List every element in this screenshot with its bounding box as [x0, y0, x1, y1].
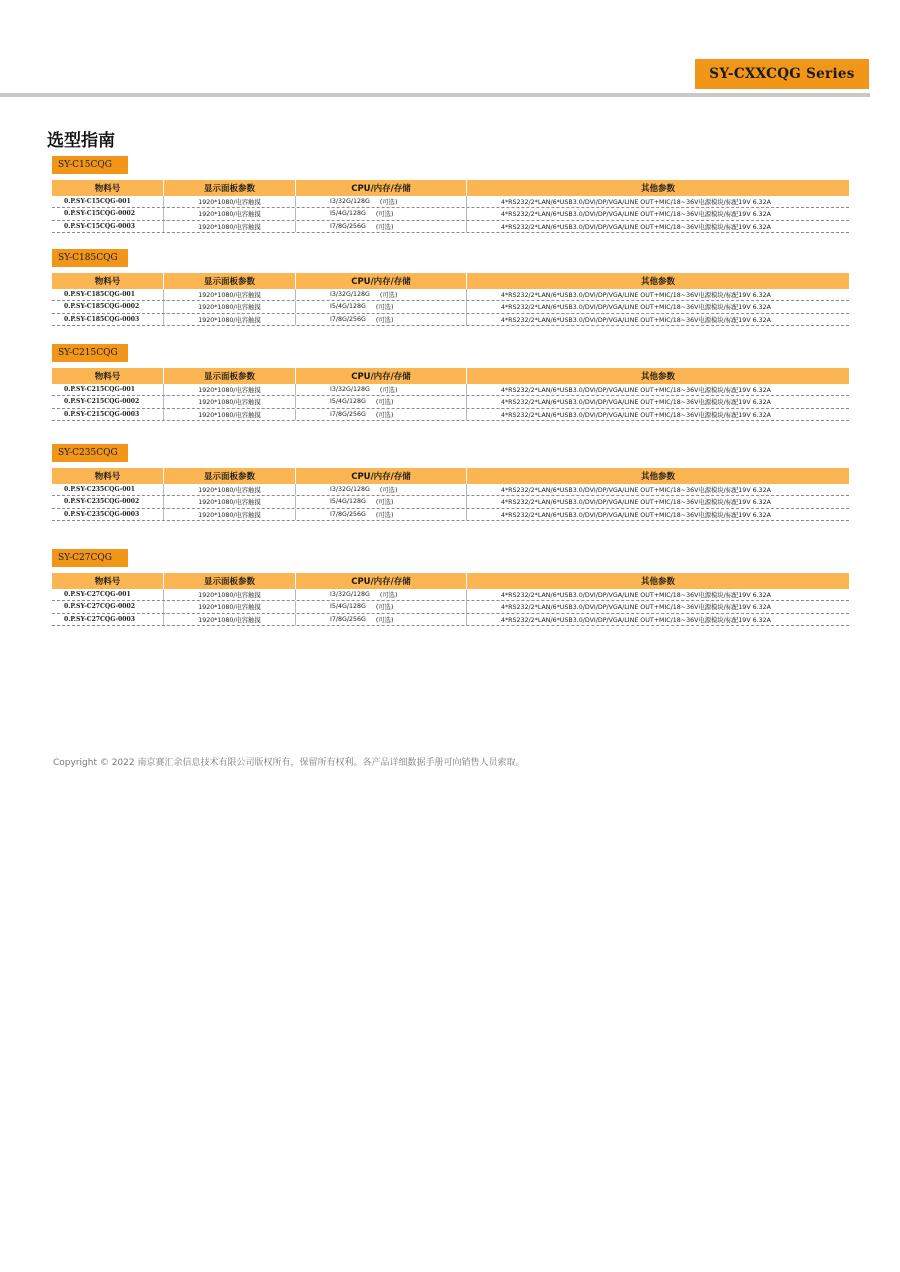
display-spec: 1920*1080/电容触摸	[164, 396, 296, 407]
optional-note: (可选)	[375, 616, 394, 624]
cpu-spec	[296, 409, 467, 420]
spec-table	[52, 573, 849, 626]
display-spec: 1920*1080/电容触摸	[164, 484, 296, 495]
cpu-value: I7/8G/256G	[330, 510, 366, 518]
cpu-spec	[296, 221, 467, 232]
table-row	[52, 409, 849, 421]
other-spec: 4*RS232/2*LAN/6*USB3.0/DVI/DP/VGA/LINE OUT+MIC/18~36V电源模块/标配19V 6.32A	[501, 211, 771, 219]
other-spec: 4*RS232/2*LAN/6*USB3.0/DVI/DP/VGA/LINE OUT+MIC/18~36V电源模块/标配19V 6.32A	[501, 592, 771, 600]
display-spec: 1920*1080/电容触摸	[164, 409, 296, 420]
column-header: 显示面板参数	[164, 573, 296, 589]
optional-note: (可选)	[379, 292, 398, 300]
part-number: 0.P.SY-C185CQG-001	[52, 289, 164, 300]
display-spec: 1920*1080/电容触摸	[164, 496, 296, 507]
header-divider	[0, 93, 870, 97]
cpu-spec	[296, 301, 467, 312]
column-header: 其他参数	[640, 277, 675, 287]
optional-note: (可选)	[375, 399, 394, 407]
other-spec: 4*RS232/2*LAN/6*USB3.0/DVI/DP/VGA/LINE OUT+MIC/18~36V电源模块/标配19V 6.32A	[501, 304, 771, 312]
optional-note: (可选)	[375, 411, 394, 419]
table-row	[52, 384, 849, 396]
column-header: 物料号	[52, 468, 164, 484]
display-spec: 1920*1080/电容触摸	[164, 301, 296, 312]
column-header: 显示面板参数	[164, 368, 296, 384]
column-header: 物料号	[52, 180, 164, 196]
part-number: 0.P.SY-C15CQG-0003	[52, 221, 164, 232]
cpu-value: I3/32G/128G	[330, 486, 370, 494]
model-tag: SY-C27CQG	[52, 549, 128, 567]
part-number: 0.P.SY-C235CQG-0003	[52, 509, 164, 520]
part-number: 0.P.SY-C215CQG-001	[52, 384, 164, 395]
part-number: 0.P.SY-C15CQG-001	[52, 196, 164, 207]
cpu-value: I3/32G/128G	[330, 198, 370, 206]
other-spec: 4*RS232/2*LAN/6*USB3.0/DVI/DP/VGA/LINE OUT+MIC/18~36V电源模块/标配19V 6.32A	[501, 387, 771, 395]
table-row	[52, 221, 849, 233]
column-header: 物料号	[52, 273, 164, 289]
table-row	[52, 396, 849, 408]
optional-note: (可选)	[379, 487, 398, 495]
column-header: 显示面板参数	[164, 180, 296, 196]
spec-table	[52, 273, 849, 326]
other-spec: 4*RS232/2*LAN/6*USB3.0/DVI/DP/VGA/LINE OUT+MIC/18~36V电源模块/标配19V 6.32A	[501, 499, 771, 507]
table-header	[52, 180, 849, 196]
column-header: CPU/内存/存储	[296, 368, 467, 384]
column-header: 其他参数	[640, 577, 675, 587]
optional-note: (可选)	[375, 304, 394, 312]
series-badge: SY-CXXCQG Series	[695, 59, 869, 89]
display-spec: 1920*1080/电容触摸	[164, 196, 296, 207]
optional-note: (可选)	[375, 511, 394, 519]
display-spec: 1920*1080/电容触摸	[164, 614, 296, 625]
other-spec: 4*RS232/2*LAN/6*USB3.0/DVI/DP/VGA/LINE OUT+MIC/18~36V电源模块/标配19V 6.32A	[501, 316, 771, 324]
cpu-spec	[296, 601, 467, 612]
optional-note: (可选)	[375, 223, 394, 231]
table-header	[52, 273, 849, 289]
column-header: CPU/内存/存储	[296, 180, 467, 196]
spec-table	[52, 180, 849, 233]
other-spec: 4*RS232/2*LAN/6*USB3.0/DVI/DP/VGA/LINE OUT+MIC/18~36V电源模块/标配19V 6.32A	[501, 292, 771, 300]
cpu-value: I3/32G/128G	[330, 291, 370, 299]
cpu-spec	[296, 614, 467, 625]
model-tag: SY-C215CQG	[52, 344, 128, 362]
table-row	[52, 289, 849, 301]
part-number: 0.P.SY-C235CQG-001	[52, 484, 164, 495]
table-row	[52, 601, 849, 613]
optional-note: (可选)	[379, 592, 398, 600]
cpu-value: I7/8G/256G	[330, 410, 366, 418]
cpu-spec	[296, 314, 467, 325]
other-spec: 4*RS232/2*LAN/6*USB3.0/DVI/DP/VGA/LINE OUT+MIC/18~36V电源模块/标配19V 6.32A	[501, 487, 771, 495]
cpu-value: I5/4G/128G	[330, 210, 366, 218]
column-header: CPU/内存/存储	[296, 273, 467, 289]
table-header	[52, 368, 849, 384]
display-spec: 1920*1080/电容触摸	[164, 601, 296, 612]
cpu-value: I7/8G/256G	[330, 615, 366, 623]
display-spec: 1920*1080/电容触摸	[164, 384, 296, 395]
column-header: 其他参数	[640, 472, 675, 482]
column-header: 显示面板参数	[164, 273, 296, 289]
copyright-footer: Copyright © 2022 南京赛汇余信息技术有限公司版权所有，保留所有权利。各产品详细数据手册可向销售人员索取。	[53, 758, 525, 768]
cpu-value: I5/4G/128G	[330, 603, 366, 611]
cpu-spec	[296, 289, 467, 300]
display-spec: 1920*1080/电容触摸	[164, 589, 296, 600]
column-header: CPU/内存/存储	[296, 468, 467, 484]
column-header: 其他参数	[640, 184, 675, 194]
cpu-value: I7/8G/256G	[330, 315, 366, 323]
column-header: 物料号	[52, 573, 164, 589]
part-number: 0.P.SY-C185CQG-0002	[52, 301, 164, 312]
cpu-spec	[296, 396, 467, 407]
spec-table	[52, 468, 849, 521]
part-number: 0.P.SY-C235CQG-0002	[52, 496, 164, 507]
table-row	[52, 589, 849, 601]
display-spec: 1920*1080/电容触摸	[164, 509, 296, 520]
part-number: 0.P.SY-C185CQG-0003	[52, 314, 164, 325]
display-spec: 1920*1080/电容触摸	[164, 289, 296, 300]
cpu-spec	[296, 484, 467, 495]
display-spec: 1920*1080/电容触摸	[164, 208, 296, 219]
cpu-value: I5/4G/128G	[330, 398, 366, 406]
model-tag: SY-C235CQG	[52, 444, 128, 462]
cpu-value: I5/4G/128G	[330, 498, 366, 506]
cpu-spec	[296, 589, 467, 600]
table-row	[52, 208, 849, 220]
optional-note: (可选)	[375, 499, 394, 507]
table-row	[52, 496, 849, 508]
optional-note: (可选)	[375, 604, 394, 612]
display-spec: 1920*1080/电容触摸	[164, 221, 296, 232]
other-spec: 4*RS232/2*LAN/6*USB3.0/DVI/DP/VGA/LINE OUT+MIC/18~36V电源模块/标配19V 6.32A	[501, 616, 771, 624]
optional-note: (可选)	[379, 199, 398, 207]
model-tag: SY-C15CQG	[52, 156, 128, 174]
table-row	[52, 314, 849, 326]
column-header: 显示面板参数	[164, 468, 296, 484]
part-number: 0.P.SY-C27CQG-001	[52, 589, 164, 600]
cpu-spec	[296, 509, 467, 520]
cpu-spec	[296, 384, 467, 395]
optional-note: (可选)	[375, 211, 394, 219]
table-row	[52, 484, 849, 496]
column-header: CPU/内存/存储	[296, 573, 467, 589]
page-title: 选型指南	[47, 131, 115, 151]
cpu-value: I5/4G/128G	[330, 303, 366, 311]
cpu-value: I7/8G/256G	[330, 222, 366, 230]
part-number: 0.P.SY-C215CQG-0003	[52, 409, 164, 420]
other-spec: 4*RS232/2*LAN/6*USB3.0/DVI/DP/VGA/LINE OUT+MIC/18~36V电源模块/标配19V 6.32A	[501, 511, 771, 519]
cpu-spec	[296, 196, 467, 207]
display-spec: 1920*1080/电容触摸	[164, 314, 296, 325]
part-number: 0.P.SY-C27CQG-0002	[52, 601, 164, 612]
other-spec: 4*RS232/2*LAN/6*USB3.0/DVI/DP/VGA/LINE OUT+MIC/18~36V电源模块/标配19V 6.32A	[501, 604, 771, 612]
other-spec: 4*RS232/2*LAN/6*USB3.0/DVI/DP/VGA/LINE OUT+MIC/18~36V电源模块/标配19V 6.32A	[501, 223, 771, 231]
table-row	[52, 614, 849, 626]
column-header: 其他参数	[640, 372, 675, 382]
other-spec: 4*RS232/2*LAN/6*USB3.0/DVI/DP/VGA/LINE OUT+MIC/18~36V电源模块/标配19V 6.32A	[501, 411, 771, 419]
table-row	[52, 196, 849, 208]
table-header	[52, 468, 849, 484]
part-number: 0.P.SY-C15CQG-0002	[52, 208, 164, 219]
other-spec: 4*RS232/2*LAN/6*USB3.0/DVI/DP/VGA/LINE OUT+MIC/18~36V电源模块/标配19V 6.32A	[501, 199, 771, 207]
spec-table	[52, 368, 849, 421]
model-tag: SY-C185CQG	[52, 249, 128, 267]
part-number: 0.P.SY-C27CQG-0003	[52, 614, 164, 625]
other-spec: 4*RS232/2*LAN/6*USB3.0/DVI/DP/VGA/LINE OUT+MIC/18~36V电源模块/标配19V 6.32A	[501, 399, 771, 407]
column-header: 物料号	[52, 368, 164, 384]
optional-note: (可选)	[375, 316, 394, 324]
cpu-value: I3/32G/128G	[330, 591, 370, 599]
table-row	[52, 301, 849, 313]
table-header	[52, 573, 849, 589]
table-row	[52, 509, 849, 521]
part-number: 0.P.SY-C215CQG-0002	[52, 396, 164, 407]
cpu-value: I3/32G/128G	[330, 386, 370, 394]
cpu-spec	[296, 208, 467, 219]
optional-note: (可选)	[379, 387, 398, 395]
cpu-spec	[296, 496, 467, 507]
